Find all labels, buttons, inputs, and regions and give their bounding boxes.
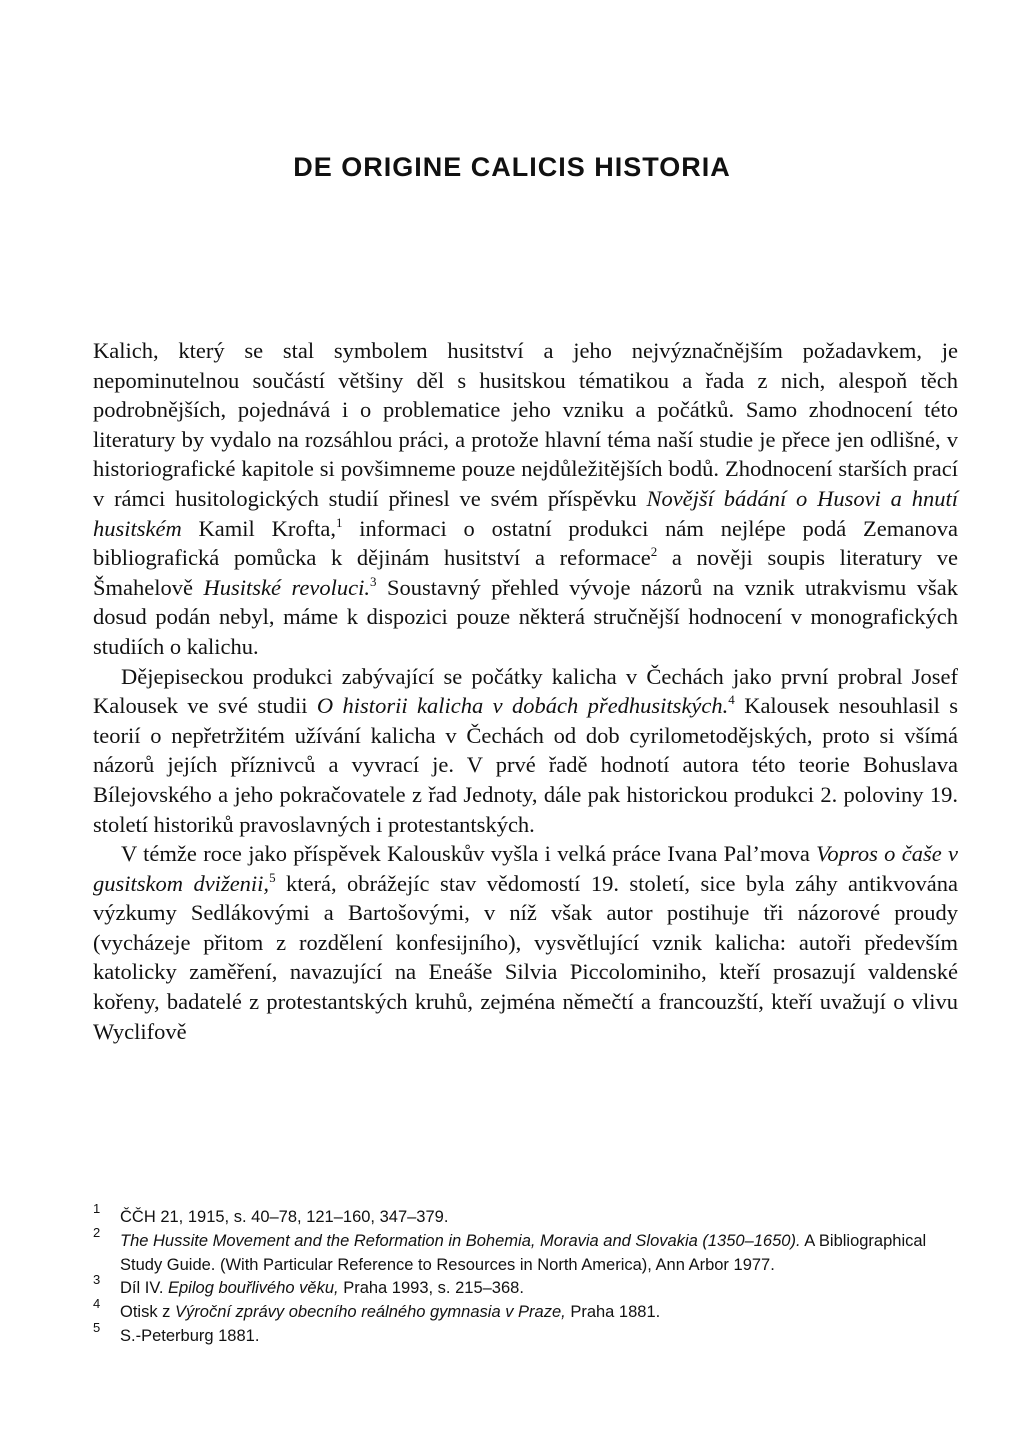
text-run: ČČH 21, 1915, s. 40–78, 121–160, 347–379. [120, 1208, 449, 1226]
footnotes [93, 1201, 958, 1349]
text-run: Kalich, který se stal symbolem husitství a jeho nejvýznačnějším požadavkem, je nepominutelnou součástí většiny děl s husitskou tématikou a řada z nich, alespoň těch podrobnějších, pojednává i o problematice jeho vzniku a počátků. Samo zhodnocení této literatury by vydalo na rozsáhlou práci, a protože hlavní téma naší studie je přece jen odlišné, v historiografické kapitole si povšimneme pouze nejdůležitějších bodů. Zhodnocení starších prací v rámci husitologických studií přinesl ve svém příspěvku [93, 338, 958, 511]
italic-text: Novější bádání o Husovi a hnutí husitském [93, 485, 958, 541]
paragraph [93, 662, 958, 840]
paragraph [93, 839, 958, 1046]
footnote: $^4$ Otisk z Výroční zprávy obecního reálného gymnasia v Praze, Praha 1881. [93, 1296, 661, 1322]
text-run: Kalousek nesouhlasil s teorií o nepřetržitém užívání kalicha v Čechách od dob cyrilometodějských, proto si všímá názorů jejích příznivců a vyvrací je. V prvé řadě hodnotí autora této teorie Bohuslava Bílejovského a jeho pokračovatele z řad Jednoty, dále pak historickou produkci 2. poloviny 19. století historiků pravoslavných i protestantských. [93, 693, 959, 837]
footnote-ref: 1 [335, 514, 343, 530]
text-run: Soustavný přehled vývoje názorů na vznik utrakvismu však dosud podán nebyl, máme k dispozici pouze některá stručnější hodnocení v monografických studiích o kalichu. [93, 574, 958, 659]
text-run: Otisk z [120, 1303, 176, 1322]
page-title: DE ORIGINE CALICIS HISTORIA [293, 152, 731, 182]
italic-text: Výroční zprávy obecního reálného gymnasia v Praze, [175, 1303, 566, 1322]
text-run: Kamil Krofta, [181, 515, 336, 541]
paragraph [93, 336, 958, 662]
text-run: Dějepiseckou produkci zabývající se počátky kalicha v Čechách jako první probral Josef Kalousek ve své studii [93, 663, 958, 719]
italic-text: O historii kalicha v dobách předhusitských. [316, 693, 729, 719]
italic-text: The Hussite Movement and the Reformation in Bohemia, Moravia and Slovakia (1350–1650). [120, 1231, 801, 1250]
text-run: V témže roce jako příspěvek Kalouskův vyšla i velká práce Ivana Pal’mova [121, 841, 817, 867]
footnote-ref: 5 [269, 869, 276, 885]
italic-text: Husitské revoluci. [203, 574, 371, 600]
text-run: Praha 1881. [565, 1303, 661, 1322]
footnote: $^3$ Díl IV. Epilog bouřlivého věku, Praha 1993, s. 215–368. [93, 1272, 524, 1298]
footnote-ref: 4 [728, 692, 735, 708]
body-text [93, 336, 958, 1046]
text-run: Praha 1993, s. 215–368. [338, 1279, 524, 1298]
footnote-ref: 2 [650, 544, 658, 560]
text-run: informaci o ostatní produkci nám nejlépe podá Zemanova bibliografická pomůcka k dějinám husitství a reformace [93, 515, 958, 571]
text-run: Díl IV. [120, 1279, 168, 1298]
footnote: $^2$ The Hussite Movement and the Reformation in Bohemia, Moravia and Slovakia (1350–1650). A Bibliographical Study Guide. (With Particular Reference to Resources in North America), Ann Arbor 1977. [93, 1224, 927, 1274]
text-run: a nověji soupis literatury ve Šmahelově [93, 545, 958, 600]
text-run: S.-Peterburg 1881. [120, 1326, 260, 1345]
footnote-ref: 3 [370, 573, 377, 589]
italic-text: Vopros o čaše v gusitskom dviženii, [93, 841, 958, 896]
text-run: A Bibliographical Study Guide. (With Particular Reference to Resources in North America), Ann Arbor 1977. [120, 1231, 927, 1274]
footnote: $^5$ S.-Peterburg 1881. [93, 1319, 260, 1345]
footnote: $^1$ ČČH 21, 1915, s. 40–78, 121–160, 347–379. [93, 1201, 449, 1226]
text-run: která, obrážejíc stav vědomostí 19. století, sice byla záhy antikvována výzkumy Sedlákovými a Bartošovými, v níž však autor postihuje tři názorové proudy (vycházeje přitom z rozdělení konfesijního), vysvětlující vznik kalicha: autoři především katolicky zaměření, navazující na Eneáše Silvia Piccolominiho, kteří prosazují valdenské kořeny, badatelé z protestantských kruhů, zejména němečtí a francouzští, kteří uvažují o vlivu Wyclifově [93, 870, 958, 1044]
italic-text: Epilog bouřlivého věku, [168, 1279, 339, 1298]
